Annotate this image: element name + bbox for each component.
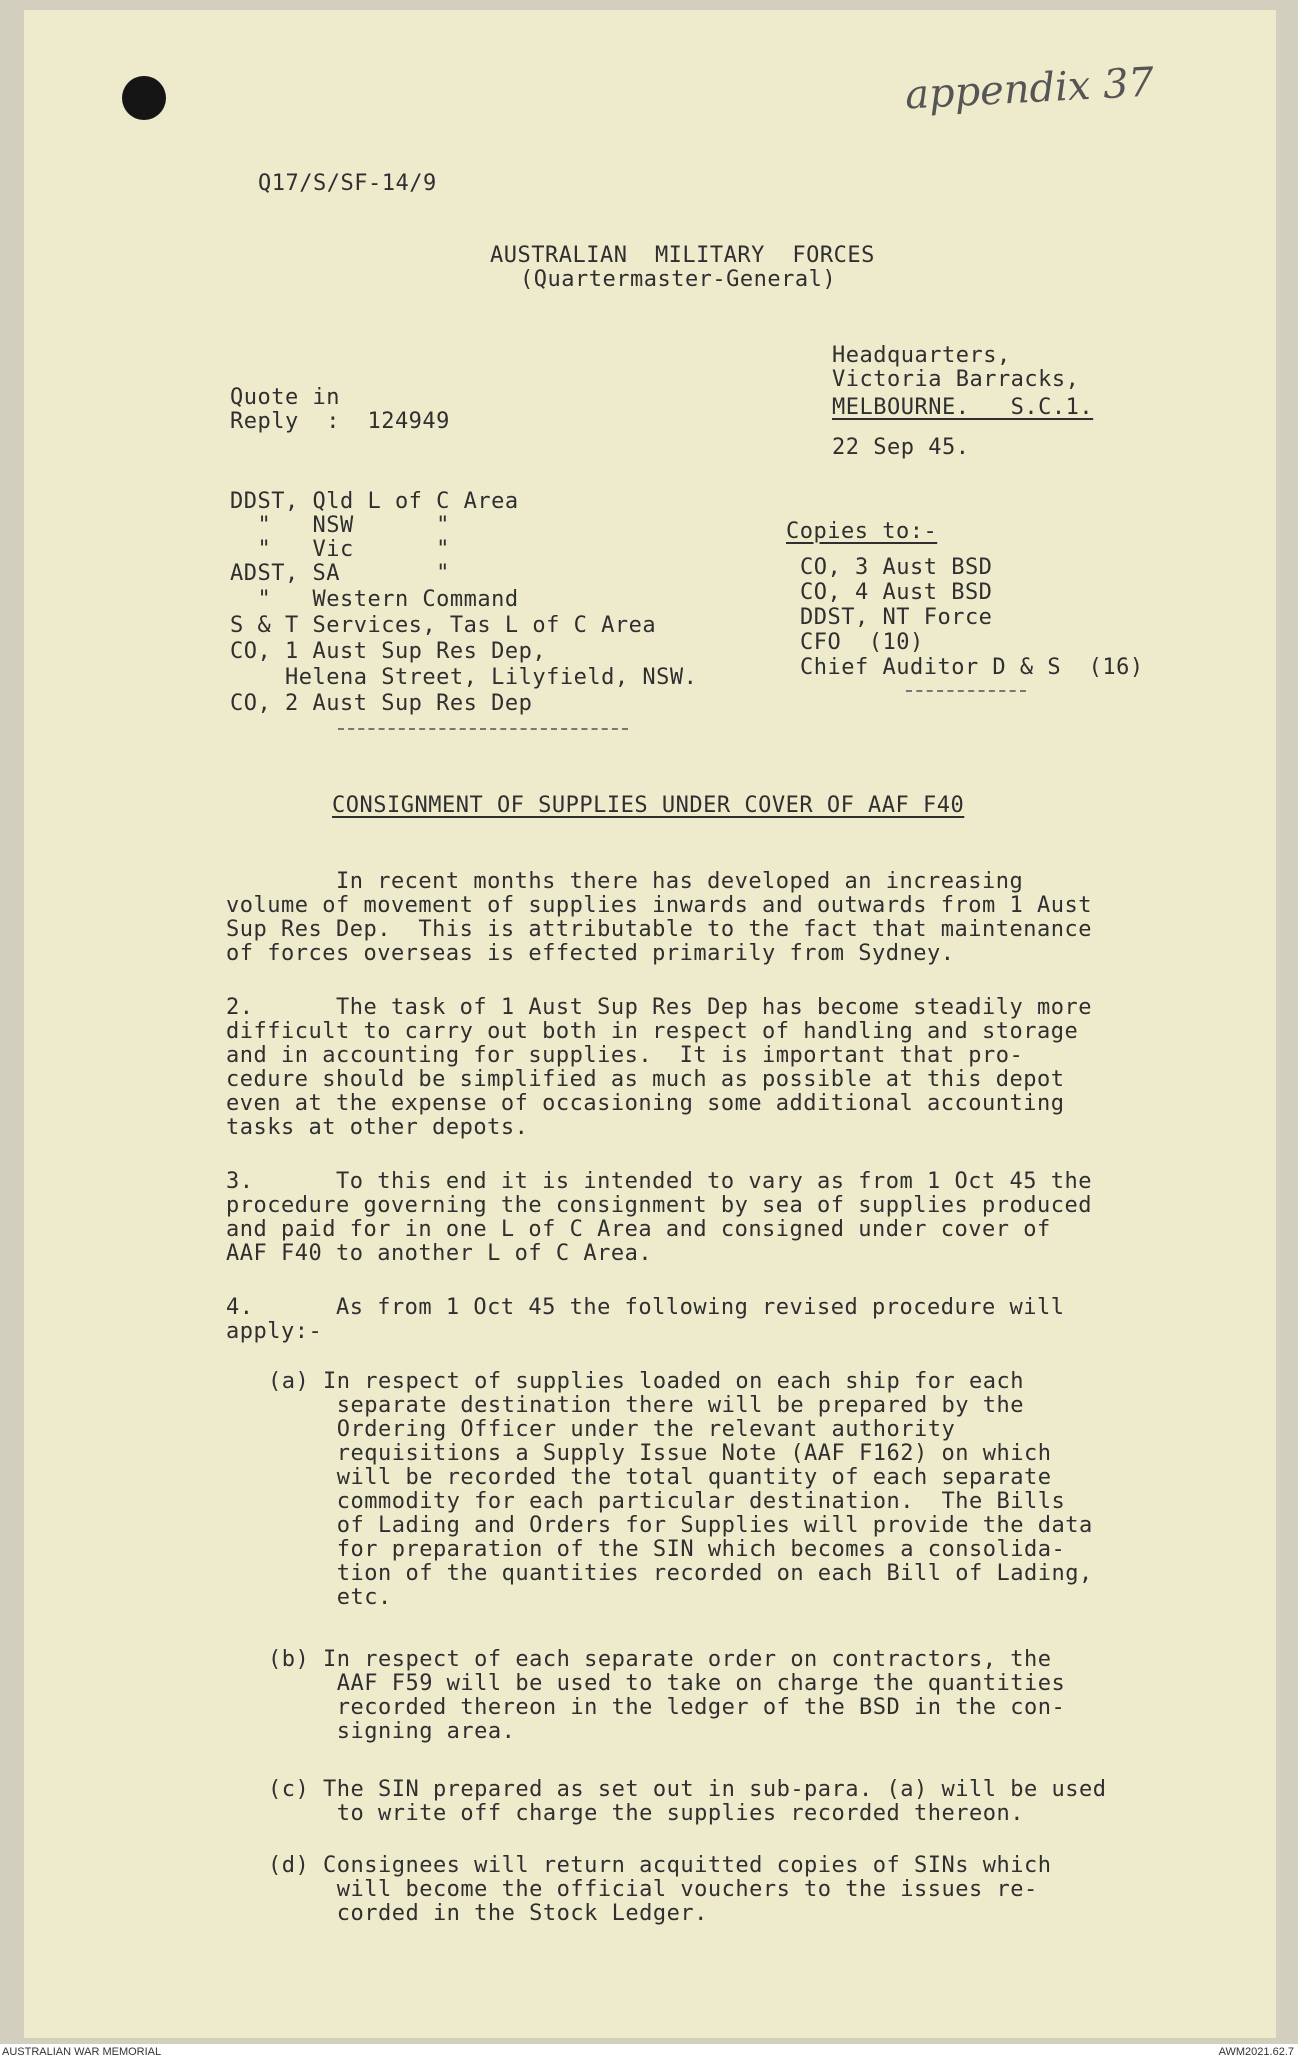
body-line: procedure governing the consignment by sea of supplies produced — [226, 1193, 1092, 1218]
body-line: tasks at other depots. — [226, 1115, 529, 1140]
subpara-line: will become the official vouchers to the issues re- — [268, 1877, 1038, 1902]
subpara-line: of Lading and Orders for Supplies will provide the data — [268, 1513, 1093, 1538]
copies-item: CFO (10) — [800, 630, 924, 655]
subpara-line: will be recorded the total quantity of each separate — [268, 1465, 1052, 1490]
recipient-line: CO, 2 Aust Sup Res Dep — [230, 691, 533, 716]
address-line: Victoria Barracks, — [832, 367, 1080, 392]
copies-item: Chief Auditor D & S (16) — [800, 655, 1144, 680]
body-line: AAF F40 to another L of C Area. — [226, 1241, 653, 1266]
quote-label: Quote in — [230, 385, 340, 410]
letter-date: 22 Sep 45. — [832, 435, 970, 460]
recipient-line: DDST, Qld L of C Area — [230, 489, 519, 514]
archive-accession-number: AWM2021.62.7 — [1218, 2046, 1294, 2058]
subpara-line: (b) In respect of each separate order on contractors, the — [268, 1647, 1052, 1672]
copies-item: CO, 4 Aust BSD — [800, 580, 993, 605]
subpara-line: signing area. — [268, 1719, 516, 1744]
address-line: Headquarters, — [832, 343, 1011, 368]
handwritten-annotation: appendix 37 — [903, 59, 1156, 119]
subpara-line: separate destination there will be prepared by the — [268, 1393, 1024, 1418]
subpara-line: to write off charge the supplies recorded thereon. — [268, 1801, 1024, 1826]
body-line: In recent months there has developed an increasing — [226, 869, 1024, 894]
recipient-line: " NSW " — [230, 513, 450, 538]
subpara-line: (d) Consignees will return acquitted copies of SINs which — [268, 1853, 1052, 1878]
recipient-line: Helena Street, Lilyfield, NSW. — [230, 665, 698, 690]
recipient-line: " Vic " — [230, 537, 450, 562]
punch-hole — [122, 76, 166, 120]
copies-heading: Copies to:- — [786, 519, 938, 544]
body-line: volume of movement of supplies inwards and outwards from 1 Aust — [226, 893, 1092, 918]
archive-footer — [0, 2044, 1298, 2061]
copies-item: CO, 3 Aust BSD — [800, 555, 993, 580]
subject-heading: CONSIGNMENT OF SUPPLIES UNDER COVER OF AAF F40 — [332, 793, 965, 818]
body-line: 3. To this end it is intended to vary as from 1 Oct 45 the — [226, 1169, 1092, 1194]
subpara-line: commodity for each particular destination. The Bills — [268, 1489, 1066, 1514]
quote-reply-number: Reply : 124949 — [230, 409, 450, 434]
body-line: 4. As from 1 Oct 45 the following revised procedure will — [226, 1295, 1065, 1320]
org-name: AUSTRALIAN MILITARY FORCES — [490, 243, 875, 268]
archive-name: AUSTRALIAN WAR MEMORIAL — [2, 2046, 162, 2058]
body-line: of forces overseas is effected primarily from Sydney. — [226, 941, 955, 966]
subpara-line: corded in the Stock Ledger. — [268, 1901, 708, 1926]
subpara-line: (c) The SIN prepared as set out in sub-para. (a) will be used — [268, 1777, 1107, 1802]
body-line: and in accounting for supplies. It is important that pro- — [226, 1043, 1024, 1068]
subpara-line: tion of the quantities recorded on each Bill of Lading, — [268, 1561, 1093, 1586]
body-line: Sup Res Dep. This is attributable to the fact that maintenance — [226, 917, 1092, 942]
subpara-line: requisitions a Supply Issue Note (AAF F162) on which — [268, 1441, 1052, 1466]
recipient-line: " Western Command — [230, 587, 519, 612]
divider — [906, 690, 1026, 692]
body-line: apply:- — [226, 1319, 323, 1344]
recipient-line: ADST, SA " — [230, 561, 450, 586]
subpara-line: recorded thereon in the ledger of the BSD in the con- — [268, 1695, 1066, 1720]
address-city: MELBOURNE. S.C.1. — [832, 395, 1094, 420]
recipient-line: CO, 1 Aust Sup Res Dep, — [230, 639, 547, 664]
body-line: cedure should be simplified as much as possible at this depot — [226, 1067, 1065, 1092]
file-reference: Q17/S/SF-14/9 — [258, 171, 437, 196]
body-line: difficult to carry out both in respect of handling and storage — [226, 1019, 1079, 1044]
subpara-line: AAF F59 will be used to take on charge the quantities — [268, 1671, 1066, 1696]
body-line: 2. The task of 1 Aust Sup Res Dep has become steadily more — [226, 995, 1092, 1020]
org-department: (Quartermaster-General) — [520, 267, 837, 292]
copies-item: DDST, NT Force — [800, 605, 993, 630]
recipient-line: S & T Services, Tas L of C Area — [230, 613, 657, 638]
subpara-line: for preparation of the SIN which becomes a consolida- — [268, 1537, 1066, 1562]
subpara-line: (a) In respect of supplies loaded on each ship for each — [268, 1369, 1024, 1394]
divider — [338, 728, 628, 730]
subpara-line: Ordering Officer under the relevant authority — [268, 1417, 956, 1442]
body-line: and paid for in one L of C Area and consigned under cover of — [226, 1217, 1051, 1242]
body-line: even at the expense of occasioning some additional accounting — [226, 1091, 1065, 1116]
subpara-line: etc. — [268, 1585, 392, 1610]
